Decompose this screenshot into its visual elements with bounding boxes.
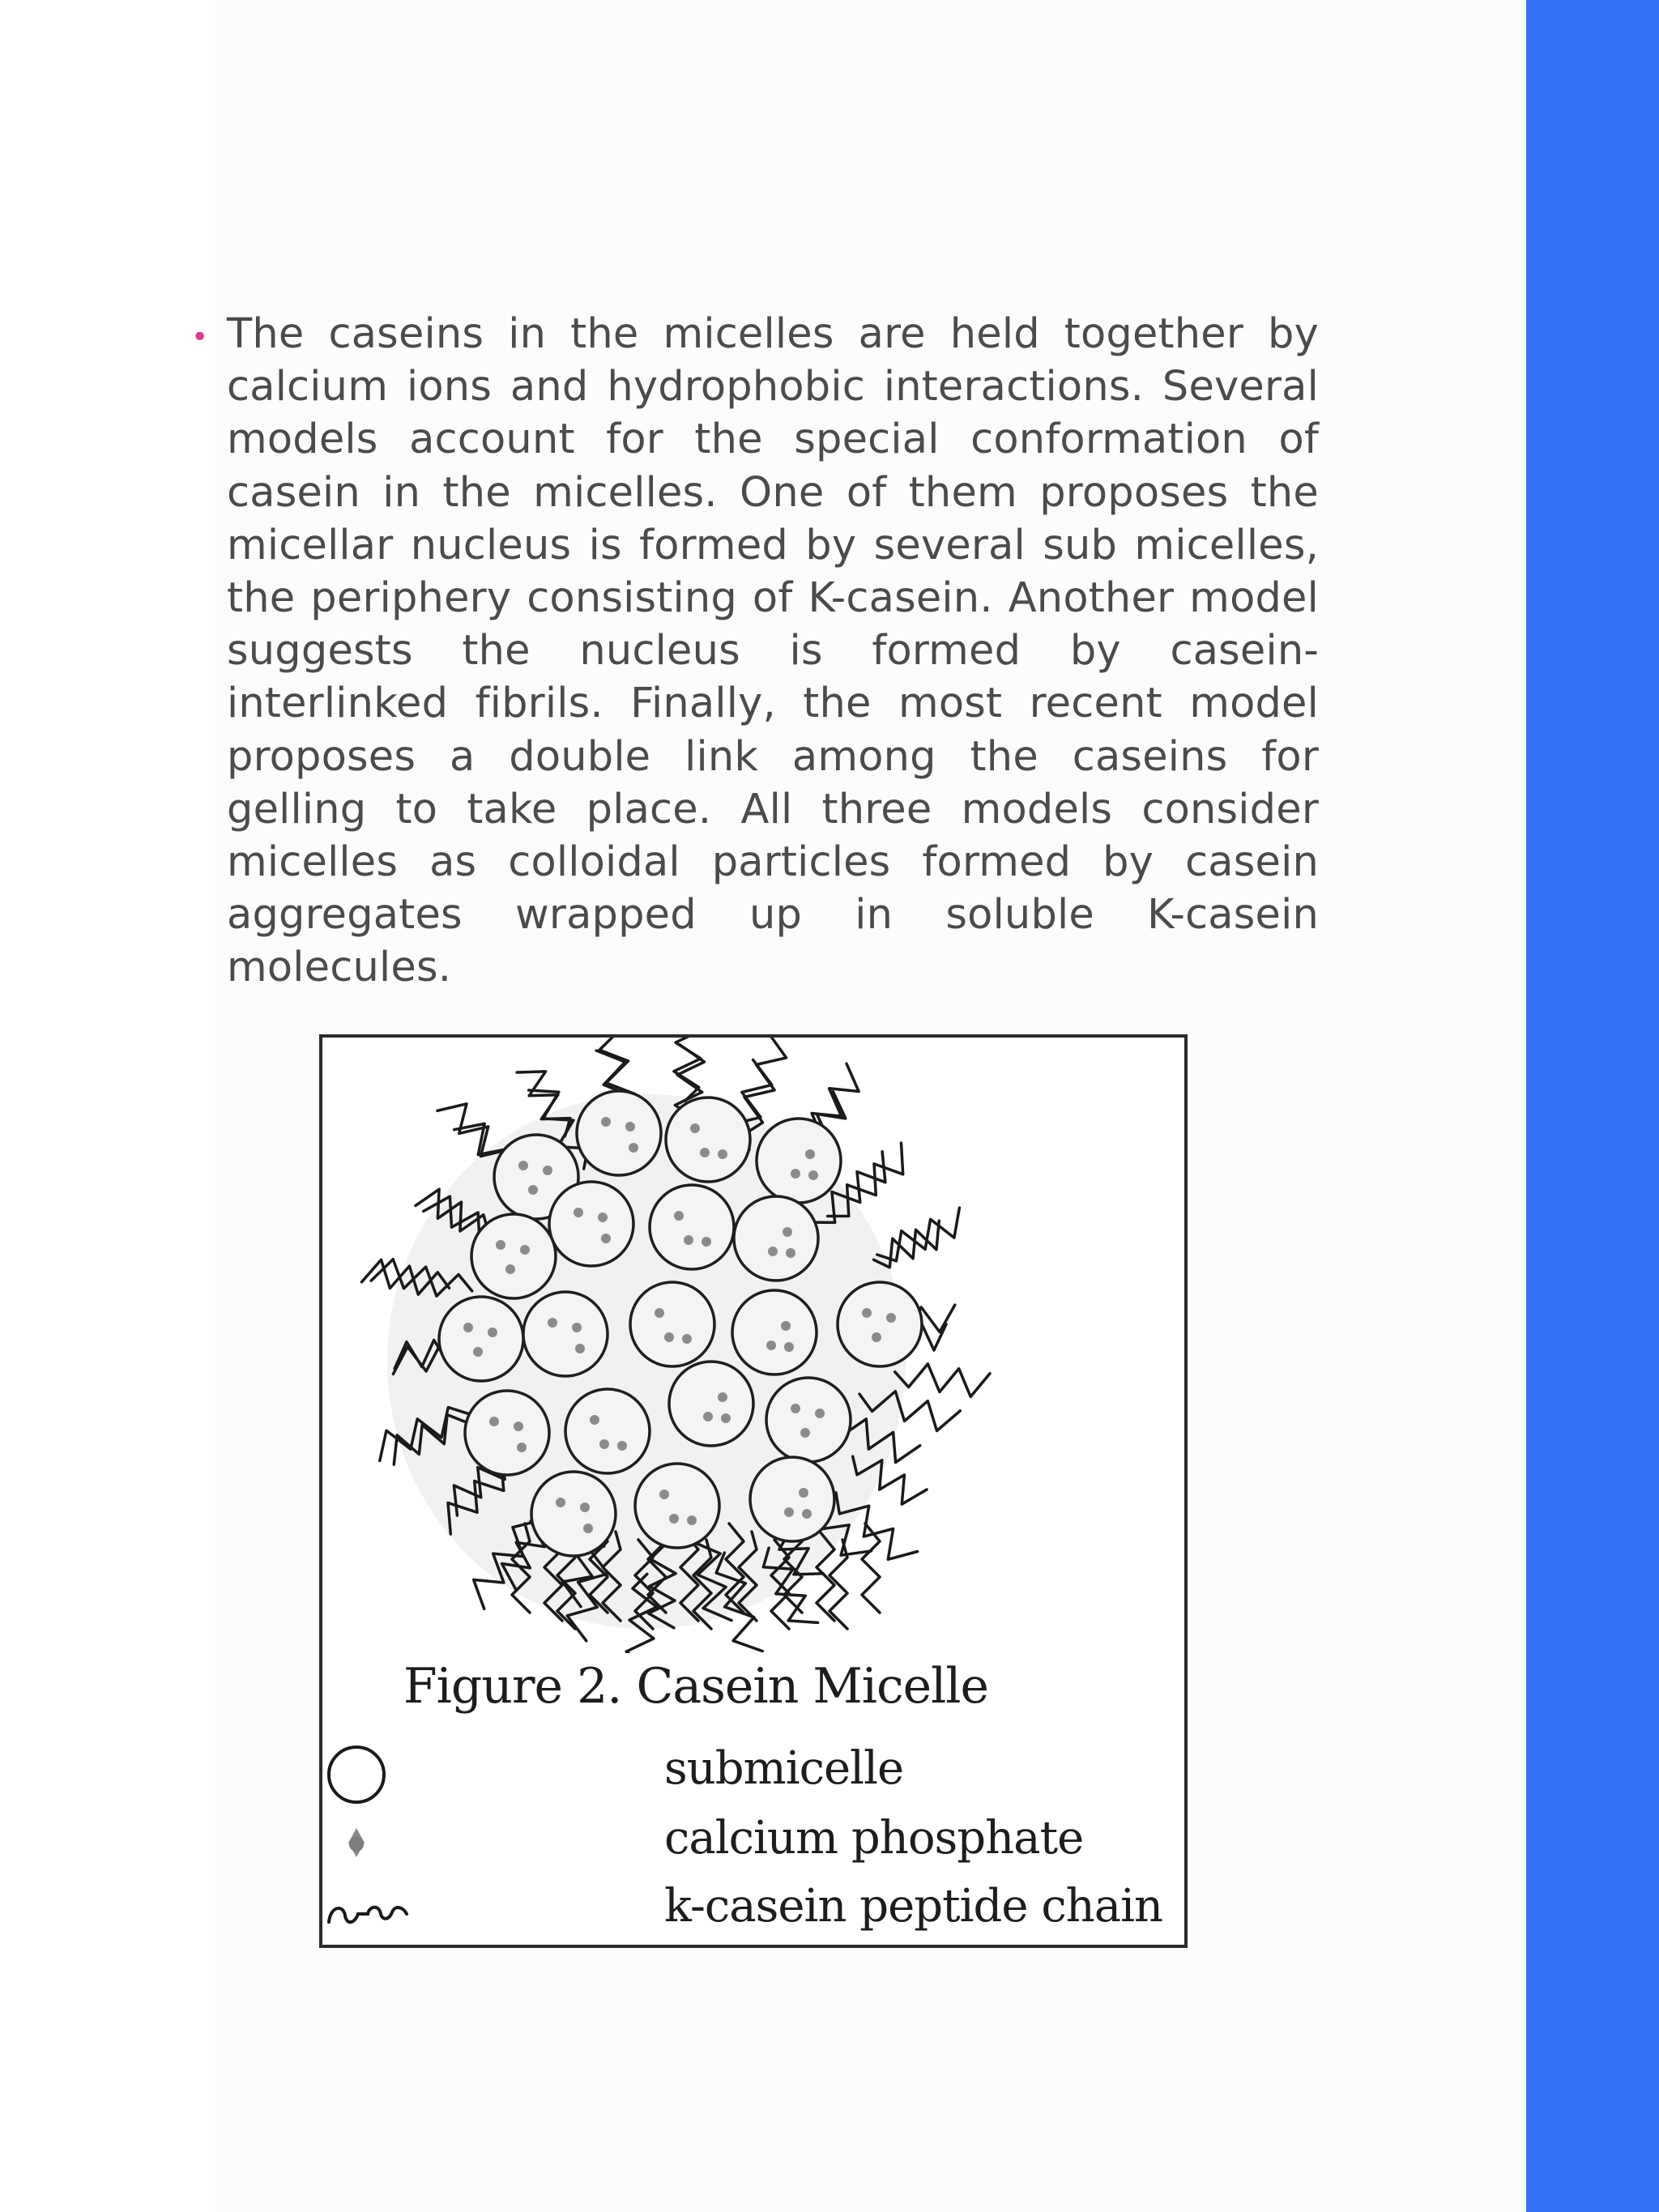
calcium-phosphate-dot <box>601 1117 611 1127</box>
submicelle <box>523 1292 608 1376</box>
calcium-phosphate-dot <box>473 1347 483 1357</box>
calcium-phosphate-dot <box>791 1169 800 1178</box>
calcium-phosphate-dot <box>629 1143 638 1153</box>
legend-row-peptide-chain <box>322 1877 1184 1946</box>
legend-row-calcium-phosphate <box>322 1809 1184 1878</box>
calcium-phosphate-dot-icon <box>322 1809 436 1878</box>
micelle-diagram <box>322 1038 1184 1653</box>
calcium-phosphate-dot <box>625 1122 635 1132</box>
submicelle <box>838 1282 922 1366</box>
calcium-phosphate-dot <box>800 1428 810 1438</box>
calcium-phosphate-dot <box>682 1334 692 1344</box>
calcium-phosphate-dot <box>599 1439 609 1449</box>
submicelle <box>666 1097 750 1182</box>
calcium-phosphate-dot <box>518 1161 528 1170</box>
calcium-phosphate-dot <box>702 1237 711 1247</box>
calcium-phosphate-dot <box>601 1234 611 1243</box>
calcium-phosphate-dot <box>783 1227 792 1237</box>
calcium-phosphate-dot <box>802 1509 812 1519</box>
calcium-phosphate-dot <box>583 1524 593 1533</box>
bullet-marker: • <box>191 321 209 354</box>
calcium-phosphate-dot <box>721 1413 731 1423</box>
calcium-phosphate-dot <box>580 1502 590 1512</box>
submicelle <box>650 1185 734 1269</box>
calcium-phosphate-dot <box>517 1443 527 1452</box>
calcium-phosphate-dot <box>784 1342 794 1352</box>
submicelle <box>732 1290 817 1375</box>
calcium-phosphate-dot <box>808 1170 818 1180</box>
calcium-phosphate-dot <box>505 1264 515 1274</box>
calcium-phosphate-dot <box>684 1235 693 1245</box>
calcium-phosphate-dot <box>768 1247 778 1256</box>
calcium-phosphate-dot <box>575 1344 585 1353</box>
calcium-phosphate-dot <box>700 1148 710 1157</box>
calcium-phosphate-dot <box>514 1421 523 1431</box>
calcium-phosphate-dot <box>718 1149 727 1159</box>
peptide-chain <box>895 1364 990 1397</box>
calcium-phosphate-dot <box>548 1318 557 1328</box>
calcium-phosphate-dot <box>556 1498 565 1507</box>
submicelle <box>630 1282 714 1366</box>
legend-label-peptide-chain: k-casein peptide chain <box>664 1880 1163 1933</box>
calcium-phosphate-dot <box>489 1417 499 1426</box>
submicelle <box>531 1472 616 1556</box>
calcium-phosphate-dot <box>815 1409 825 1418</box>
submicelle <box>635 1464 719 1548</box>
calcium-phosphate-dot <box>664 1332 674 1342</box>
calcium-phosphate-dot <box>690 1123 700 1133</box>
peptide-chain-squiggle-icon <box>322 1877 436 1946</box>
calcium-phosphate-dot <box>590 1415 599 1425</box>
peptide-chain <box>877 1208 960 1261</box>
legend-label-calcium-phosphate: calcium phosphate <box>664 1812 1084 1865</box>
calcium-phosphate-dot <box>496 1240 505 1250</box>
calcium-phosphate-dot <box>598 1213 608 1222</box>
calcium-phosphate-dot <box>886 1313 896 1323</box>
legend-row-submicelle <box>322 1739 1184 1809</box>
calcium-phosphate-dot <box>784 1507 794 1517</box>
calcium-phosphate-dot <box>543 1166 552 1175</box>
calcium-phosphate-dot <box>655 1308 664 1318</box>
calcium-phosphate-dot <box>805 1149 815 1159</box>
submicelle <box>750 1457 834 1541</box>
calcium-phosphate-dot <box>872 1332 881 1342</box>
calcium-phosphate-dot <box>669 1514 679 1524</box>
calcium-phosphate-dot <box>488 1328 497 1337</box>
submicelle <box>734 1196 818 1281</box>
submicelle <box>766 1378 851 1462</box>
calcium-phosphate-dot <box>786 1248 795 1258</box>
submicelle <box>549 1182 633 1266</box>
calcium-phosphate-dot <box>463 1323 473 1332</box>
submicelle <box>439 1297 523 1381</box>
accent-side-bar <box>1526 0 1659 2212</box>
calcium-phosphate-dot <box>687 1515 697 1525</box>
legend-label-submicelle: submicelle <box>664 1742 904 1795</box>
calcium-phosphate-dot <box>674 1211 684 1221</box>
calcium-phosphate-dot <box>617 1441 627 1451</box>
submicelle <box>471 1214 556 1298</box>
casein-micelle-figure <box>319 1034 1188 1948</box>
submicelle-circle-icon <box>322 1739 436 1809</box>
calcium-phosphate-dot <box>862 1308 872 1318</box>
calcium-phosphate-dot <box>520 1245 530 1255</box>
calcium-phosphate-dot <box>799 1488 808 1498</box>
calcium-phosphate-dot <box>766 1340 776 1350</box>
calcium-phosphate-dot <box>718 1392 727 1402</box>
submicelle <box>577 1091 661 1175</box>
calcium-phosphate-dot <box>572 1323 582 1332</box>
submicelle <box>465 1391 549 1475</box>
calcium-phosphate-dot <box>528 1185 538 1195</box>
body-paragraph: The caseins in the micelles are held together by calcium ions and hydrophobic interactions. Several models account for the special conformation of casein in the micelles. One of them proposes the micellar nucleus is formed by several sub micelles, the periphery consisting of K-casein. Another model suggests the nucleus is formed by casein-interlinked fibrils. Finally, the most recent model proposes a double link among the caseins for gelling to take place. All three models consider micelles as colloidal particles formed by casein aggregates wrapped up in soluble K-casein molecules. <box>227 310 1319 992</box>
submicelle <box>757 1119 841 1203</box>
figure-caption: Figure 2. Casein Micelle <box>403 1658 988 1715</box>
submicelle <box>565 1389 650 1473</box>
calcium-phosphate-dot <box>781 1321 791 1331</box>
calcium-phosphate-dot <box>659 1490 669 1499</box>
calcium-phosphate-dot <box>791 1404 800 1413</box>
calcium-phosphate-dot <box>574 1208 583 1217</box>
submicelle <box>669 1362 753 1446</box>
calcium-phosphate-dot <box>703 1412 713 1421</box>
